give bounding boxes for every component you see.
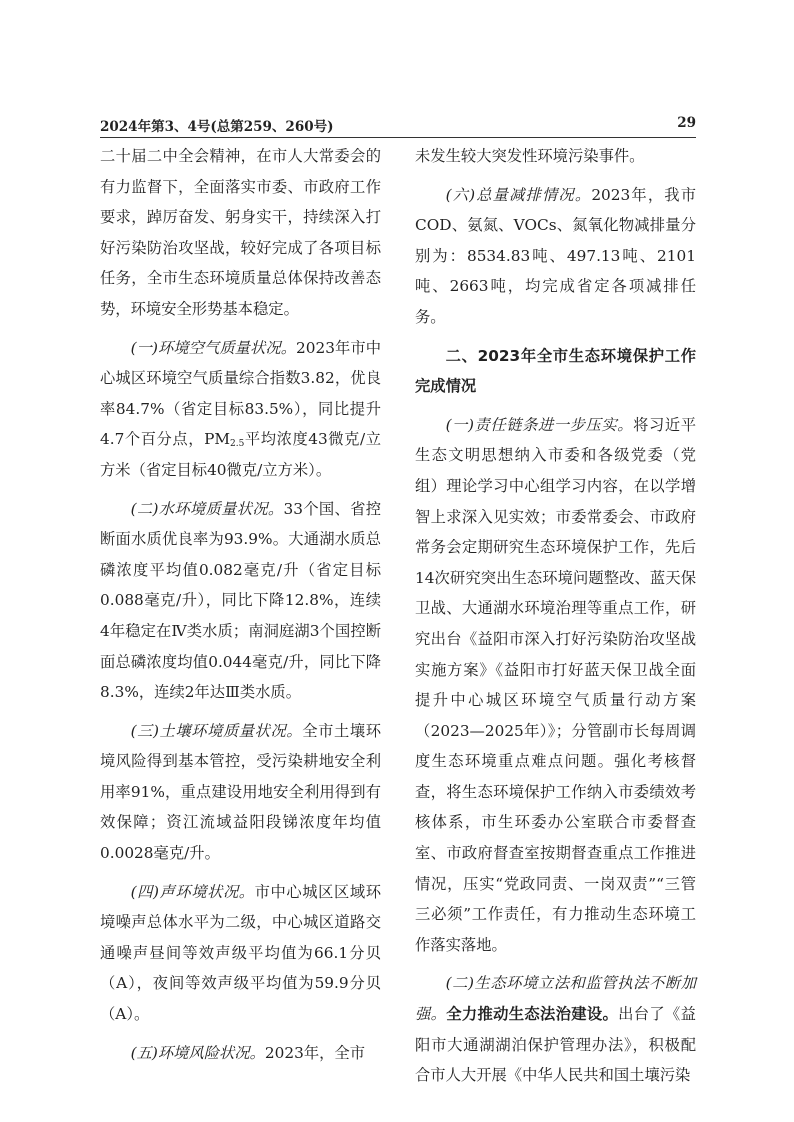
legislation-text: 出台了《益阳市大通湖湖泊保护管理办法》，积极配合市人大开展《中华人民共和国土壤污染 bbox=[415, 1005, 696, 1085]
noise-title: (四)声环境状况。 bbox=[130, 882, 255, 901]
responsibility-paragraph bbox=[415, 410, 696, 961]
emission-text: 2023年，我市COD、氨氮、VOCs、氮氧化物减排量分别为：8534.83吨、497.13吨、2101吨、2663吨，均完成省定各项减排任务。 bbox=[415, 185, 696, 326]
risk-title: (五)环境风险状况。 bbox=[130, 1043, 265, 1062]
emission-paragraph bbox=[415, 180, 696, 333]
emission-title: (六)总量减排情况。 bbox=[445, 185, 592, 204]
risk-continuation: 未发生较大突发性环境污染事件。 bbox=[415, 147, 645, 165]
risk-text: 2023年，全市 bbox=[264, 1043, 366, 1062]
soil-quality-paragraph bbox=[100, 716, 381, 869]
page-number: 29 bbox=[677, 115, 696, 131]
left-column bbox=[100, 141, 381, 1068]
responsibility-text: 将习近平生态文明思想纳入市委和各级党委（党组）理论学习中心组学习内容，在以学增智上求深入见实效；市委常委会、市政府常务会定期研究生态环境保护工作，先后14次研究突出生态环境问题整改、蓝天保卫战、大通湖水环境治理等重点工作，研究出台《益阳市深入打好污染防治攻坚战实施方案》《益阳市打好蓝天保卫战全面提升中心城区环境空气质量行动方案（2023—2025年）》；分管副市长每周调度生态环境重点难点问题。强化考核督查，将生态环境保护工作纳入市委绩效考核体系，市生环委办公室联合市委督查室、市政府督查室按期督查重点工作推进情况，压实“党政同责、一岗双责”“三管三必须”工作责任，有力推动生态环境工作落实落地。 bbox=[415, 415, 696, 954]
water-quality-paragraph bbox=[100, 494, 381, 708]
water-quality-title: (二)水环境质量状况。 bbox=[130, 499, 284, 518]
legislation-bold-phrase: 全力推动生态法治建设。 bbox=[446, 1005, 619, 1024]
intro-paragraph: 二十届二中全会精神，在市人大常委会的有力监督下，全面落实市委、市政府工作要求，踔厉奋发、躬身实干，持续深入打好污染防治攻坚战，较好完成了各项目标任务，全市生态环境质量总体保持改善态势，环境安全形势基本稳定。 bbox=[100, 147, 381, 318]
responsibility-title: (一)责任链条进一步压实。 bbox=[445, 415, 634, 434]
right-column bbox=[415, 141, 696, 1091]
noise-paragraph bbox=[100, 877, 381, 1030]
header-rule bbox=[100, 137, 696, 138]
soil-quality-text: 全市土壤环境风险得到基本管控，受污染耕地安全利用率91%，重点建设用地安全利用得到有效保障；资江流域益阳段锑浓度年均值0.0028毫克/升。 bbox=[100, 721, 381, 863]
pm-subscript: 2.5 bbox=[230, 439, 245, 450]
soil-quality-title: (三)土壤环境质量状况。 bbox=[130, 721, 303, 740]
air-quality-title: (一)环境空气质量状况。 bbox=[130, 338, 297, 357]
legislation-title: (二)生态环境立法和监管执法不断加强。 bbox=[415, 974, 696, 1024]
water-quality-text: 33个国、省控断面水质优良率为93.9%。大通湖水质总磷浓度平均值0.082毫克/升（省定目标0.088毫克/升），同比下降12.8%，连续4年稳定在Ⅳ类水质；南洞庭湖3个国控断面总磷浓度均值0.044毫克/升，同比下降8.3%，连续2年达Ⅲ类水质。 bbox=[100, 499, 382, 702]
running-header bbox=[100, 115, 696, 137]
air-quality-paragraph bbox=[100, 333, 381, 486]
noise-text: 市中心城区区域环境噪声总体水平为二级，中心城区道路交通噪声昼间等效声级平均值为66.1分贝（A），夜间等效声级平均值为59.9分贝（A）。 bbox=[100, 882, 381, 1024]
legislation-paragraph bbox=[415, 968, 696, 1090]
risk-paragraph bbox=[100, 1038, 381, 1069]
air-quality-text-b: 平均浓度43微克/立方米（省定目标40微克/立方米）。 bbox=[100, 430, 381, 479]
section-2-heading: 二、2023年全市生态环境保护工作完成情况 bbox=[415, 346, 696, 396]
air-quality-text-a: 2023年市中心城区环境空气质量综合指数3.82，优良率84.7%（省定目标83.5%），同比提升4.7个百分点，PM bbox=[100, 338, 382, 449]
issue-label: 2024年第3、4号(总第259、260号) bbox=[100, 119, 334, 135]
